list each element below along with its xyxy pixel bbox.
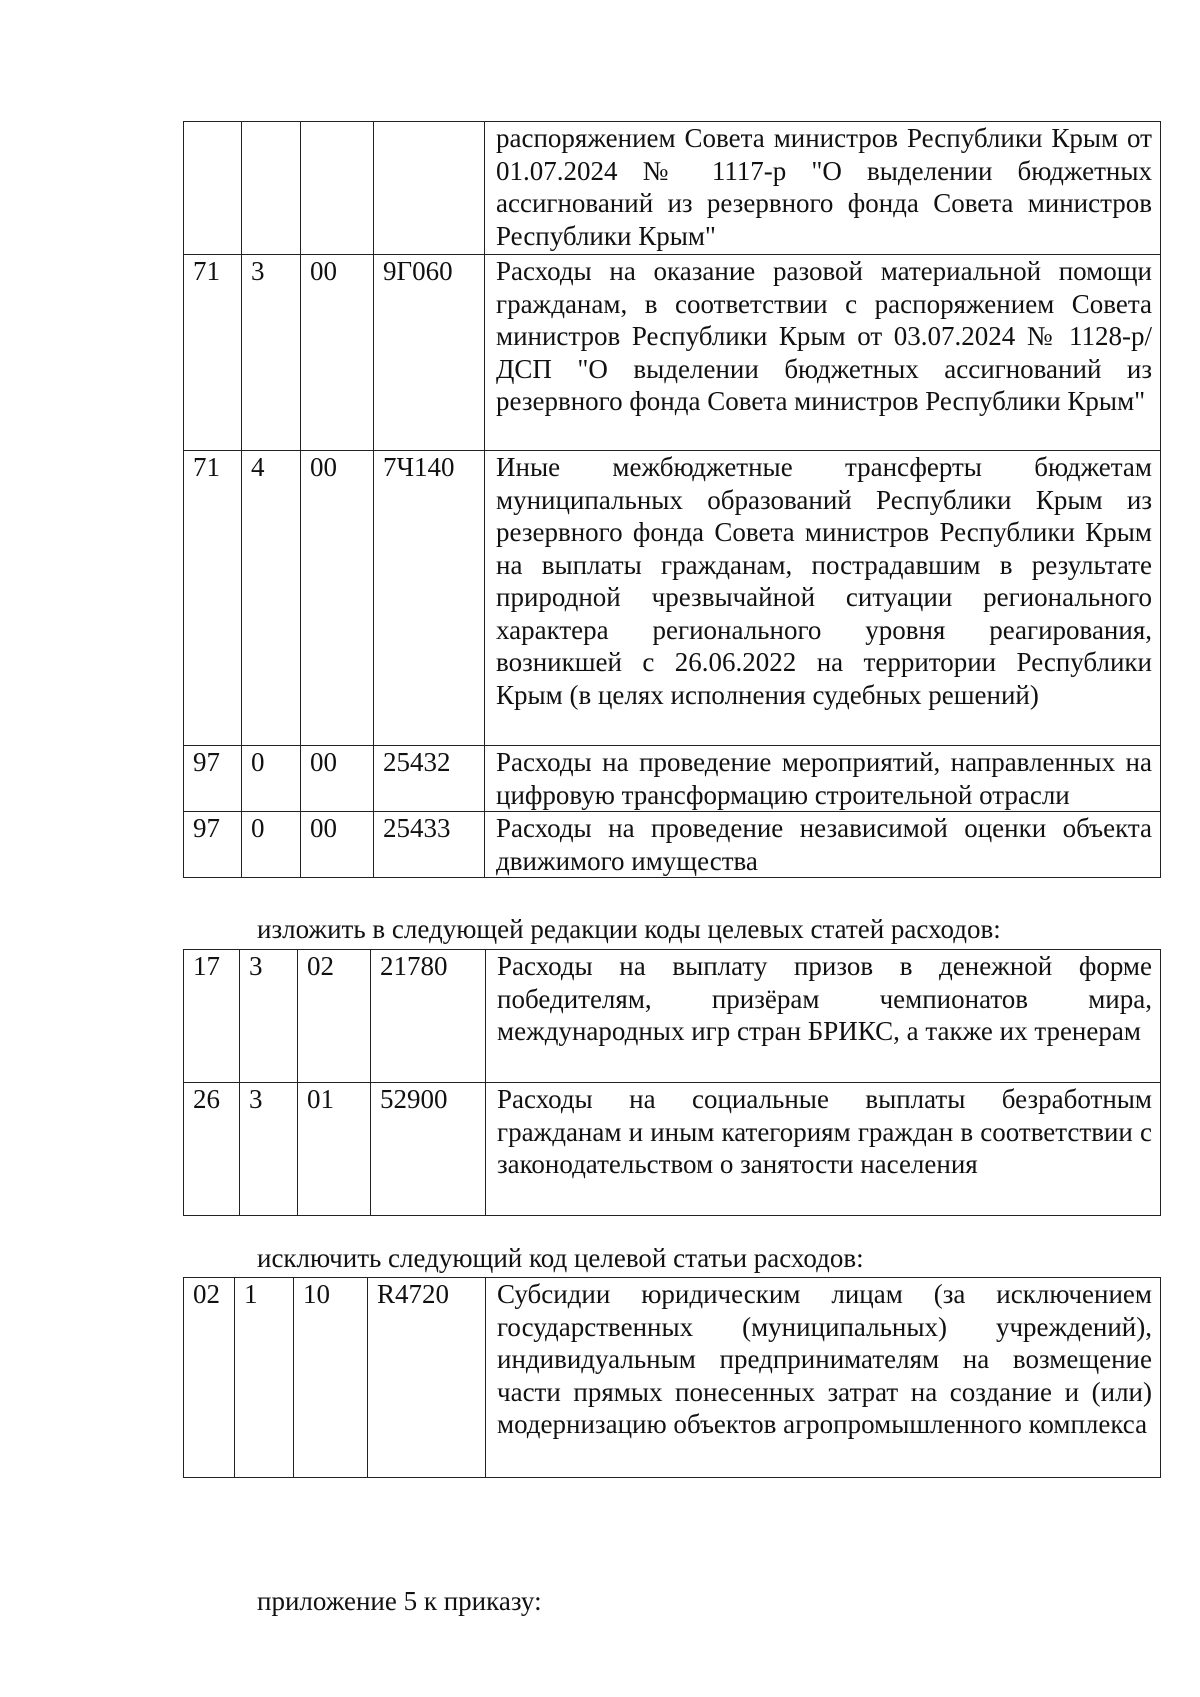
code-cell: 3: [240, 1083, 298, 1216]
code-cell: [242, 122, 301, 255]
code-cell: 7Ч140: [374, 451, 485, 746]
code-cell: 02: [298, 950, 371, 1083]
description-cell: Расходы на проведение мероприятий, направленных на цифровую трансформацию строительной отрасли: [485, 746, 1161, 812]
target-items-table-3: [183, 1277, 1161, 1478]
code-cell: 01: [298, 1083, 371, 1216]
code-cell: 0: [242, 746, 301, 812]
table-row: [184, 812, 1161, 878]
code-cell: 52900: [371, 1083, 486, 1216]
code-cell: 26: [184, 1083, 240, 1216]
code-cell: 00: [301, 812, 374, 878]
description-cell: Расходы на оказание разовой материальной помощи гражданам, в соответствии с распоряжением Совета министров Республики Крым от 03.07.2024 № 1128-р/ДСП "О выделении бюджетных ассигнований из резервного фонда Совета министров Республики Крым": [485, 255, 1161, 451]
code-cell: 4: [242, 451, 301, 746]
instruction-paragraph-exclude: исключить следующий код целевой статьи расходов:: [257, 1243, 864, 1273]
code-cell: 00: [301, 451, 374, 746]
table-row: [184, 746, 1161, 812]
code-cell: 3: [242, 255, 301, 451]
description-cell: Иные межбюджетные трансферты бюджетам муниципальных образований Республики Крым из резервного фонда Совета министров Республики Крым на выплаты гражданам, пострадавшим в результате природной чрезвычайной ситуации регионального характера регионального уровня реагирования, возникшей с 26.06.2022 на территории Республики Крым (в целях исполнения судебных решений): [485, 451, 1161, 746]
code-cell: R4720: [368, 1278, 486, 1478]
code-cell: 25433: [374, 812, 485, 878]
description-cell: Расходы на выплату призов в денежной форме победителям, призёрам чемпионатов мира, международных игр стран БРИКС, а также их тренерам: [486, 950, 1161, 1083]
code-cell: 71: [184, 451, 242, 746]
description-cell: Расходы на социальные выплаты безработным гражданам и иным категориям граждан в соответствии с законодательством о занятости населения: [486, 1083, 1161, 1216]
target-items-table-2: [183, 949, 1161, 1216]
table-row: [184, 255, 1161, 451]
code-cell: 9Г060: [374, 255, 485, 451]
target-items-table-1: [183, 121, 1161, 878]
code-cell: 3: [240, 950, 298, 1083]
code-cell: [301, 122, 374, 255]
code-cell: 25432: [374, 746, 485, 812]
code-cell: 21780: [371, 950, 486, 1083]
code-cell: 00: [301, 746, 374, 812]
code-cell: [374, 122, 485, 255]
description-cell: распоряжением Совета министров Республики Крым от 01.07.2024 № 1117-р "О выделении бюджетных ассигнований из резервного фонда Совета министров Республики Крым": [485, 122, 1161, 255]
code-cell: 17: [184, 950, 240, 1083]
code-cell: [184, 122, 242, 255]
code-cell: 00: [301, 255, 374, 451]
code-cell: 02: [184, 1278, 235, 1478]
description-cell: Расходы на проведение независимой оценки объекта движимого имущества: [485, 812, 1161, 878]
table-row: [184, 451, 1161, 746]
table-row: [184, 1278, 1161, 1478]
code-cell: 97: [184, 746, 242, 812]
code-cell: 0: [242, 812, 301, 878]
description-cell: Субсидии юридическим лицам (за исключением государственных (муниципальных) учреждений), индивидуальным предпринимателям на возмещение части прямых понесенных затрат на создание и (или) модернизацию объектов агропромышленного комплекса: [486, 1278, 1161, 1478]
instruction-paragraph-appendix: приложение 5 к приказу:: [257, 1586, 542, 1616]
code-cell: 71: [184, 255, 242, 451]
instruction-paragraph-restate: изложить в следующей редакции коды целевых статей расходов:: [257, 914, 1001, 944]
code-cell: 10: [294, 1278, 368, 1478]
table-row: [184, 950, 1161, 1083]
table-row: [184, 122, 1161, 255]
code-cell: 97: [184, 812, 242, 878]
table-row: [184, 1083, 1161, 1216]
code-cell: 1: [235, 1278, 294, 1478]
